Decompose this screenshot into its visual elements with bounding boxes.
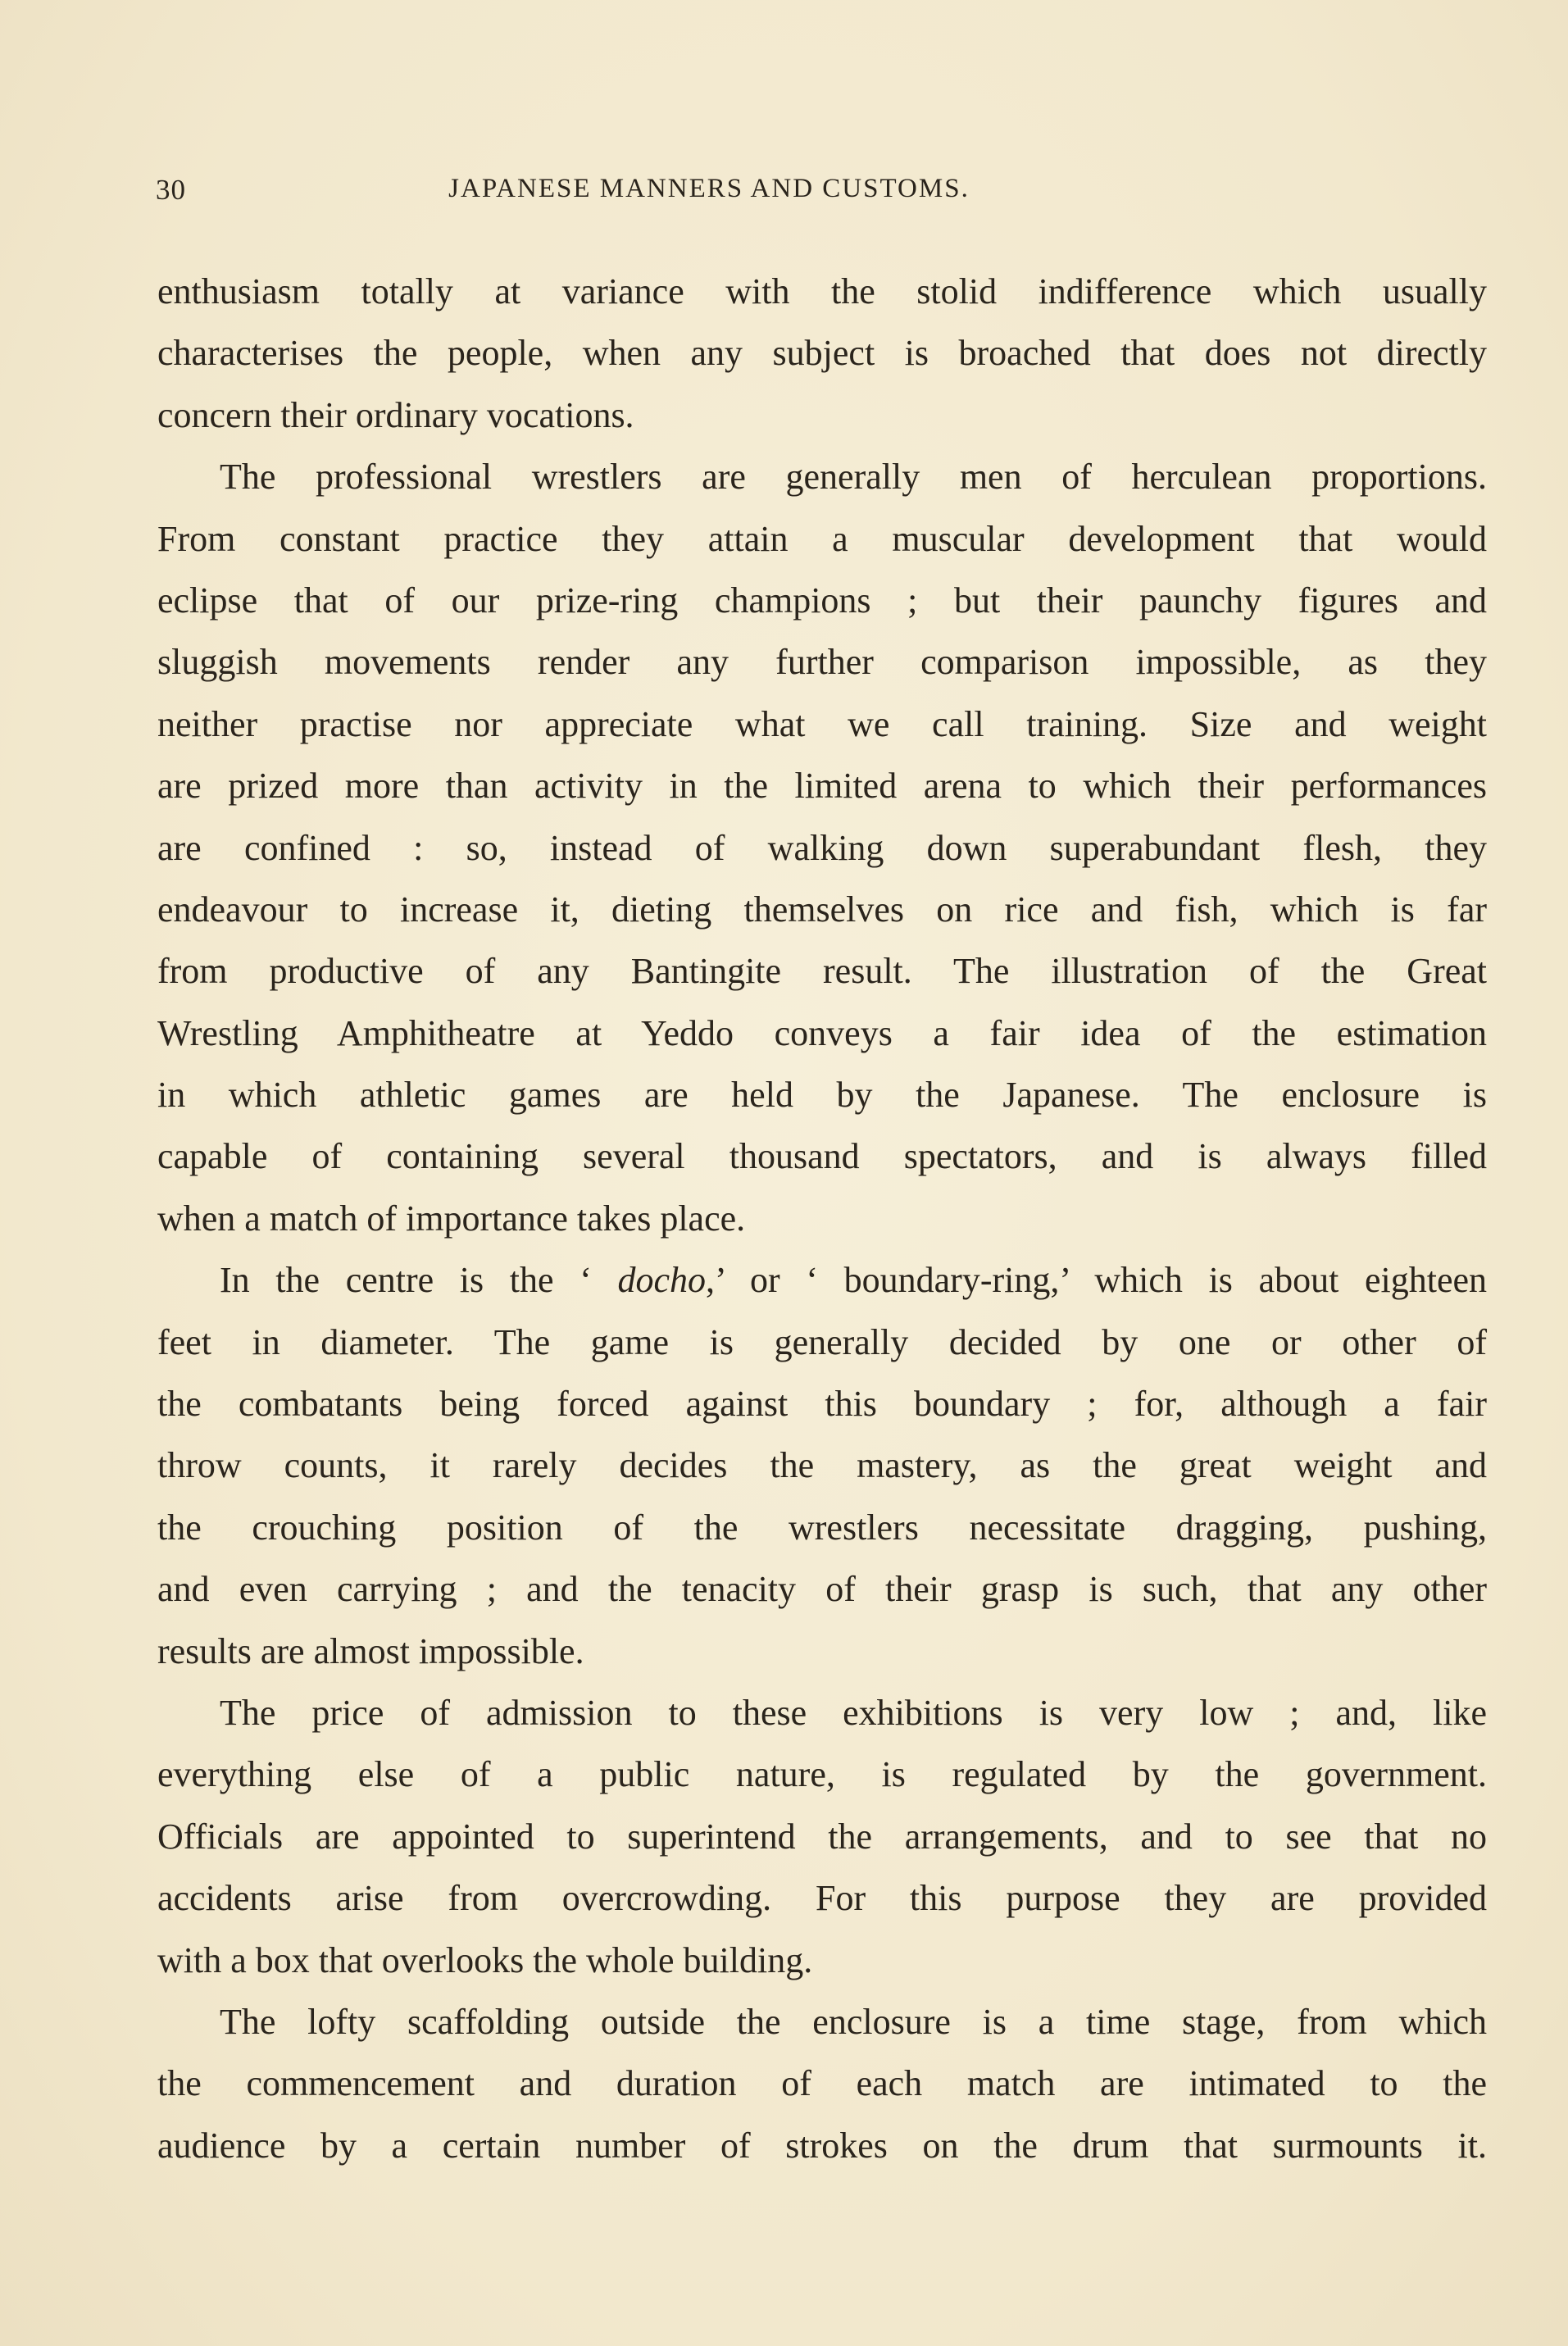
text-line: throw counts, it rarely decides the mastery, as the great weight and <box>157 1445 1487 1486</box>
body-text <box>157 261 1487 2176</box>
text-line: from productive of any Bantingite result. The illustration of the Great <box>157 951 1487 992</box>
text-line: capable of containing several thousand spectators, and is always filled <box>157 1136 1487 1177</box>
text-line: in which athletic games are held by the Japanese. The enclosure is <box>157 1075 1487 1116</box>
text-line: neither practise nor appreciate what we call training. Size and weight <box>157 703 1487 744</box>
text-line: characterises the people, when any subject is broached that does not directly <box>157 333 1487 374</box>
text-line: everything else of a public nature, is regulated by the government. <box>157 1754 1487 1795</box>
text-line: concern their ordinary vocations. <box>157 394 634 435</box>
text-line: The price of admission to these exhibitions is very low ; and, like <box>220 1692 1487 1733</box>
page-number: 30 <box>156 174 186 206</box>
italic-term: docho <box>617 1260 707 1301</box>
text-line: From constant practice they attain a muscular development that would <box>157 518 1487 559</box>
text-line: the combatants being forced against this boundary ; for, although a fair <box>157 1384 1487 1425</box>
text-line: The professional wrestlers are generally men of herculean proportions. <box>220 457 1487 498</box>
text-line: endeavour to increase it, dieting themselves on rice and fish, which is far <box>157 889 1487 930</box>
text-line: are confined : so, instead of walking down superabundant flesh, they <box>157 827 1487 868</box>
text-line: The lofty scaffolding outside the enclosure is a time stage, from which <box>220 2001 1487 2042</box>
text-line: audience by a certain number of strokes on the drum that surmounts it. <box>157 2125 1487 2166</box>
text-line: In the centre is the ‘ docho,’ or ‘ boundary-ring,’ which is about eighteen <box>220 1260 1487 1301</box>
text-line: eclipse that of our prize-ring champions ; but their paunchy figures and <box>157 580 1487 621</box>
text-line: when a match of importance takes place. <box>157 1198 746 1239</box>
text-line: Wrestling Amphitheatre at Yeddo conveys a fair idea of the estimation <box>157 1012 1487 1053</box>
text-line: with a box that overlooks the whole building. <box>157 1939 813 1980</box>
text-line: results are almost impossible. <box>157 1630 584 1671</box>
running-head <box>156 174 1488 215</box>
text-line: accidents arise from overcrowding. For this purpose they are provided <box>157 1878 1487 1919</box>
text-line: are prized more than activity in the limited arena to which their performances <box>157 766 1487 807</box>
text-line: and even carrying ; and the tenacity of their grasp is such, that any other <box>157 1569 1487 1610</box>
text-line: Officials are appointed to superintend the arrangements, and to see that no <box>157 1816 1487 1857</box>
text-line: the crouching position of the wrestlers necessitate dragging, pushing, <box>157 1507 1487 1548</box>
text-line: enthusiasm totally at variance with the stolid indifference which usually <box>157 271 1487 311</box>
text-line: feet in diameter. The game is generally decided by one or other of <box>157 1321 1487 1362</box>
running-title: JAPANESE MANNERS AND CUSTOMS. <box>448 174 970 203</box>
text-line: sluggish movements render any further comparison impossible, as they <box>157 642 1487 683</box>
text-line: the commencement and duration of each match are intimated to the <box>157 2063 1487 2104</box>
